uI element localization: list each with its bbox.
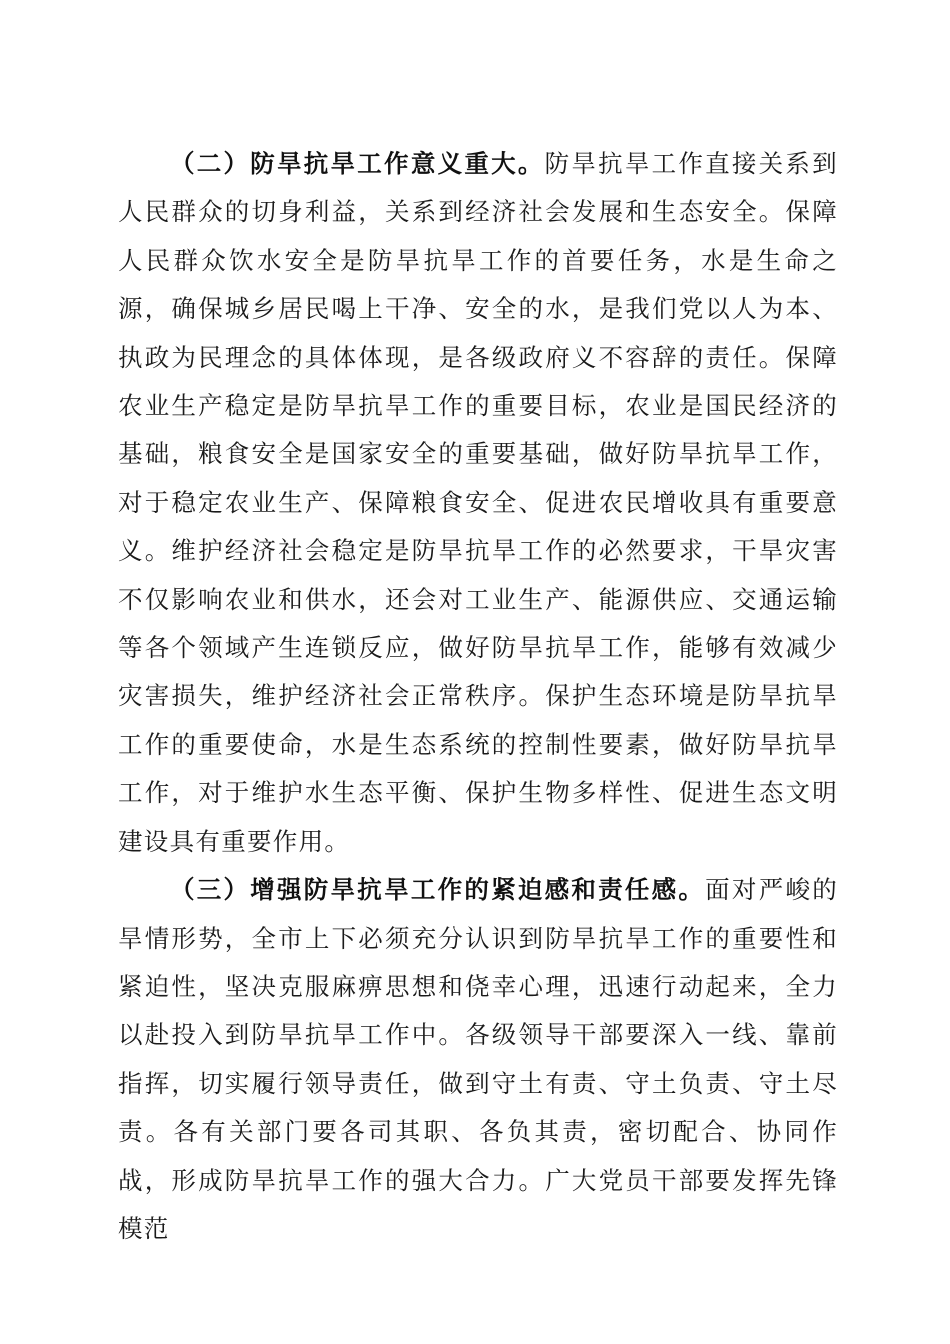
section-body-2: 防旱抗旱工作直接关系到人民群众的切身利益，关系到经济社会发展和生态安全。保障人民群众饮水安全是防旱抗旱工作的首要任务，水是生命之源，确保城乡居民喝上干净、安全的水，是我们党以人为本、执政为民理念的具体体现，是各级政府义不容辞的责任。保障农业生产稳定是防旱抗旱工作的重要目标，农业是国民经济的基础，粮食安全是国家安全的重要基础，做好防旱抗旱工作，对于稳定农业生产、保障粮食安全、促进农民增收具有重要意义。维护经济社会稳定是防旱抗旱工作的必然要求，干旱灾害不仅影响农业和供水，还会对工业生产、能源供应、交通运输等各个领域产生连锁反应，做好防旱抗旱工作，能够有效减少灾害损失，维护经济社会正常秩序。保护生态环境是防旱抗旱工作的重要使命，水是生态系统的控制性要素，做好防旱抗旱工作，对于维护水生态平衡、保护生物多样性、促进生态文明建设具有重要作用。 bbox=[118, 149, 838, 856]
section-body-3: 面对严峻的旱情形势，全市上下必须充分认识到防旱抗旱工作的重要性和紧迫性，坚决克服麻痹思想和侥幸心理，迅速行动起来，全力以赴投入到防旱抗旱工作中。各级领导干部要深入一线、靠前指挥，切实履行领导责任，做到守土有责、守土负责、守土尽责。各有关部门要各司其职、各负其责，密切配合、协同作战，形成防旱抗旱工作的强大合力。广大党员干部要发挥先锋模范 bbox=[118, 875, 839, 1243]
paragraph-section-2 bbox=[118, 140, 838, 866]
section-heading-3: （三）增强防旱抗旱工作的紧迫感和责任感。 bbox=[170, 875, 706, 905]
document-body bbox=[118, 140, 838, 1253]
section-heading-2: （二）防旱抗旱工作意义重大。 bbox=[170, 149, 545, 178]
paragraph-section-3 bbox=[118, 866, 838, 1253]
